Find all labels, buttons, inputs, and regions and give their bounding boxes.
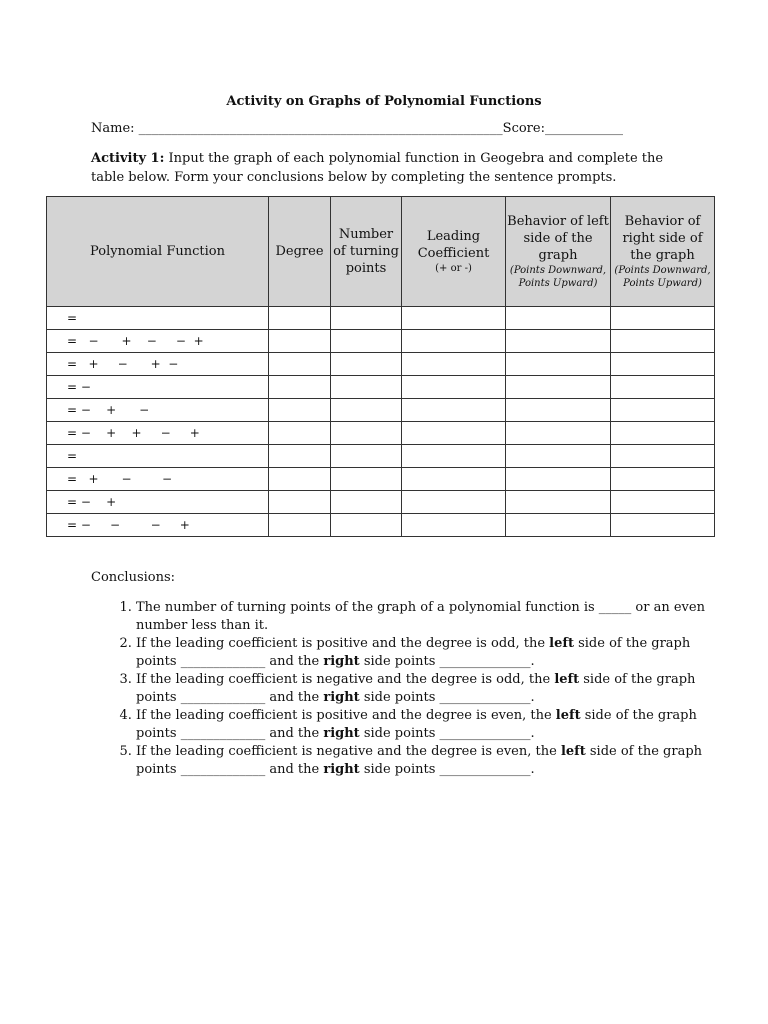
activity-label: Activity 1: xyxy=(91,151,165,166)
conclusion-item: 2. If the leading coefficient is positive and the degree is odd, the left side of the graph points _____________ and the right side points ______________. xyxy=(136,635,726,671)
table-row xyxy=(47,330,715,353)
conclusion-item: 4. If the leading coefficient is positive and the degree is even, the left side of the graph points _____________ and the right side points ______________. xyxy=(136,707,726,743)
page-title: Activity on Graphs of Polynomial Functions xyxy=(226,94,542,109)
degree-cell[interactable] xyxy=(269,376,331,399)
left-behavior-cell[interactable] xyxy=(506,307,611,330)
degree-cell[interactable] xyxy=(269,422,331,445)
table-row xyxy=(47,491,715,514)
name-score-line xyxy=(91,121,623,136)
turning-points-cell[interactable] xyxy=(331,491,402,514)
right-behavior-cell[interactable] xyxy=(611,376,715,399)
leading-coefficient-cell[interactable] xyxy=(402,445,506,468)
degree-cell[interactable] xyxy=(269,307,331,330)
leading-coefficient-cell[interactable] xyxy=(402,376,506,399)
function-cell: = xyxy=(47,445,269,468)
turning-points-cell[interactable] xyxy=(331,399,402,422)
left-behavior-cell[interactable] xyxy=(506,399,611,422)
degree-cell[interactable] xyxy=(269,514,331,537)
right-behavior-cell[interactable] xyxy=(611,399,715,422)
left-behavior-cell[interactable] xyxy=(506,422,611,445)
leading-coefficient-cell[interactable] xyxy=(402,330,506,353)
header-leading-coefficient: Leading Coefficient (+ or -) xyxy=(402,197,506,307)
leading-coefficient-cell[interactable] xyxy=(402,399,506,422)
left-behavior-cell[interactable] xyxy=(506,491,611,514)
conclusions-label: Conclusions: xyxy=(91,570,176,585)
leading-coefficient-cell[interactable] xyxy=(402,353,506,376)
header-right-behavior: Behavior of right side of the graph (Points Downward, Points Upward) xyxy=(611,197,715,307)
degree-cell[interactable] xyxy=(269,491,331,514)
turning-points-cell[interactable] xyxy=(331,353,402,376)
score-field[interactable]: Score:____________ xyxy=(502,121,623,136)
left-behavior-cell[interactable] xyxy=(506,353,611,376)
turning-points-cell[interactable] xyxy=(331,422,402,445)
left-behavior-cell[interactable] xyxy=(506,376,611,399)
degree-cell[interactable] xyxy=(269,330,331,353)
right-behavior-cell[interactable] xyxy=(611,307,715,330)
right-behavior-cell[interactable] xyxy=(611,491,715,514)
function-cell: = − + − − + xyxy=(47,330,269,353)
left-behavior-cell[interactable] xyxy=(506,514,611,537)
header-function: Polynomial Function xyxy=(47,197,269,307)
degree-cell[interactable] xyxy=(269,399,331,422)
header-degree: Degree xyxy=(269,197,331,307)
function-cell: = xyxy=(47,307,269,330)
left-note: (Points Downward, Points Upward) xyxy=(509,265,607,289)
activity-instructions xyxy=(91,149,691,187)
function-cell: = + − − xyxy=(47,468,269,491)
table-row xyxy=(47,468,715,491)
conclusion-item: 3. If the leading coefficient is negative and the degree is odd, the left side of the graph points _____________ and the right side points ______________. xyxy=(136,671,726,707)
table-row xyxy=(47,445,715,468)
right-note: (Points Downward, Points Upward) xyxy=(614,265,711,289)
activity-text: Input the graph of each polynomial function in Geogebra and complete the table below. Form your conclusions below by completing the sentence prompts. xyxy=(91,151,664,185)
conclusions-list xyxy=(92,599,726,779)
function-cell: = + − + − xyxy=(47,353,269,376)
turning-points-cell[interactable] xyxy=(331,307,402,330)
function-cell: = − + + − + xyxy=(47,422,269,445)
degree-cell[interactable] xyxy=(269,468,331,491)
leading-coefficient-cell[interactable] xyxy=(402,307,506,330)
degree-cell[interactable] xyxy=(269,353,331,376)
table-row xyxy=(47,399,715,422)
right-behavior-cell[interactable] xyxy=(611,445,715,468)
turning-points-cell[interactable] xyxy=(331,514,402,537)
right-behavior-cell[interactable] xyxy=(611,468,715,491)
function-cell: = − + − xyxy=(47,399,269,422)
right-behavior-cell[interactable] xyxy=(611,514,715,537)
table-row xyxy=(47,422,715,445)
conclusion-item: 5. If the leading coefficient is negative and the degree is even, the left side of the graph points _____________ and the right side points ______________. xyxy=(136,743,726,779)
leading-coefficient-cell[interactable] xyxy=(402,514,506,537)
table-row xyxy=(47,353,715,376)
leading-coefficient-cell[interactable] xyxy=(402,468,506,491)
leading-note: (+ or -) xyxy=(435,263,472,274)
right-behavior-cell[interactable] xyxy=(611,353,715,376)
leading-coefficient-cell[interactable] xyxy=(402,491,506,514)
function-cell: = − xyxy=(47,376,269,399)
left-behavior-cell[interactable] xyxy=(506,330,611,353)
name-field[interactable]: Name: ________________________________________________________ xyxy=(91,121,503,136)
table-row xyxy=(47,307,715,330)
function-cell: = − + xyxy=(47,491,269,514)
leading-coefficient-cell[interactable] xyxy=(402,422,506,445)
polynomial-table xyxy=(46,196,715,537)
function-cell: = − − − + xyxy=(47,514,269,537)
turning-points-cell[interactable] xyxy=(331,376,402,399)
left-behavior-cell[interactable] xyxy=(506,445,611,468)
right-behavior-cell[interactable] xyxy=(611,422,715,445)
right-behavior-cell[interactable] xyxy=(611,330,715,353)
conclusion-item: 1. The number of turning points of the graph of a polynomial function is _____ or an even number less than it. xyxy=(136,599,726,635)
left-behavior-cell[interactable] xyxy=(506,468,611,491)
degree-cell[interactable] xyxy=(269,445,331,468)
header-turning-points: Number of turning points xyxy=(331,197,402,307)
header-left-behavior: Behavior of left side of the graph (Points Downward, Points Upward) xyxy=(506,197,611,307)
turning-points-cell[interactable] xyxy=(331,468,402,491)
table-row xyxy=(47,376,715,399)
turning-points-cell[interactable] xyxy=(331,330,402,353)
table-row xyxy=(47,514,715,537)
turning-points-cell[interactable] xyxy=(331,445,402,468)
